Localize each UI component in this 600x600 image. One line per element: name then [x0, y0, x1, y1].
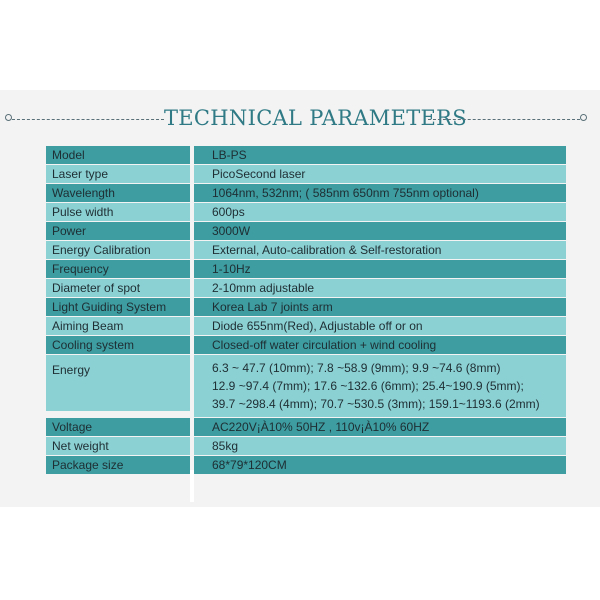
table-row-voltage — [46, 418, 566, 436]
table-row-model — [46, 146, 566, 164]
row-label: Cooling system — [46, 336, 190, 354]
table-row-energy — [46, 355, 566, 417]
row-label: Wavelength — [46, 184, 190, 202]
table-row-diameter-of-spot — [46, 279, 566, 297]
row-label: Package size — [46, 456, 190, 474]
row-label: Laser type — [46, 165, 190, 183]
table-row-laser-type — [46, 165, 566, 183]
column-divider-extension — [190, 470, 194, 502]
left-dot-ornament — [5, 114, 12, 121]
row-label: Light Guiding System — [46, 298, 190, 316]
row-label: Aiming Beam — [46, 317, 190, 335]
row-value: External, Auto-calibration & Self-restoration — [194, 241, 566, 259]
row-value: Korea Lab 7 joints arm — [194, 298, 566, 316]
row-value: 1064nm, 532nm; ( 585nm 650nm 755nm optional) — [194, 184, 566, 202]
row-label: Pulse width — [46, 203, 190, 221]
right-dot-ornament — [580, 114, 587, 121]
row-value: 2-10mm adjustable — [194, 279, 566, 297]
row-label: Frequency — [46, 260, 190, 278]
row-label: Power — [46, 222, 190, 240]
title-row — [0, 104, 600, 136]
table-row-frequency — [46, 260, 566, 278]
table-row-energy-calibration — [46, 241, 566, 259]
energy-line: 12.9 ~97.4 (7mm); 17.6 ~132.6 (6mm); 25.4~190.9 (5mm); — [212, 379, 524, 393]
table-row-wavelength — [46, 184, 566, 202]
energy-line: 6.3 ~ 47.7 (10mm); 7.8 ~58.9 (9mm); 9.9 ~74.6 (8mm) — [212, 361, 501, 375]
row-label: Voltage — [46, 418, 190, 436]
row-value: Closed-off water circulation + wind cooling — [194, 336, 566, 354]
energy-line: 39.7 ~298.4 (4mm); 70.7 ~530.5 (3mm); 159.1~1193.6 (2mm) — [212, 397, 540, 411]
table-row-cooling-system — [46, 336, 566, 354]
row-label: Energy Calibration — [46, 241, 190, 259]
row-value: 600ps — [194, 203, 566, 221]
row-label: Model — [46, 146, 190, 164]
table-row-pulse-width — [46, 203, 566, 221]
row-value: PicoSecond laser — [194, 165, 566, 183]
page-title: TECHNICAL PARAMETERS — [164, 106, 467, 130]
row-value: AC220V¡À10% 50HZ , 110v¡À10% 60HZ — [194, 418, 566, 436]
row-value: 3000W — [194, 222, 566, 240]
row-value: LB-PS — [194, 146, 566, 164]
row-value — [194, 355, 566, 417]
parameters-table — [46, 146, 566, 475]
row-value: Diode 655nm(Red), Adjustable off or on — [194, 317, 566, 335]
table-row-light-guiding-system — [46, 298, 566, 316]
row-label: Net weight — [46, 437, 190, 455]
row-value: 68*79*120CM — [194, 456, 566, 474]
table-row-package-size — [46, 456, 566, 474]
table-row-net-weight — [46, 437, 566, 455]
left-dashed-rule — [12, 119, 164, 120]
row-value: 85kg — [194, 437, 566, 455]
table-row-aiming-beam — [46, 317, 566, 335]
right-dashed-rule — [428, 119, 580, 120]
row-value: 1-10Hz — [194, 260, 566, 278]
row-label: Energy — [46, 355, 190, 411]
table-row-power — [46, 222, 566, 240]
row-label: Diameter of spot — [46, 279, 190, 297]
